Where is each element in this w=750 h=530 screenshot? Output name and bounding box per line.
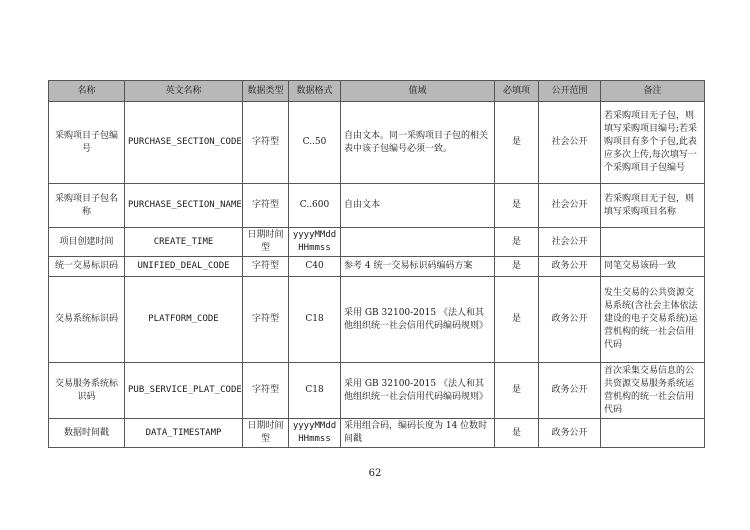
cell-name: 统一交易标识码 <box>49 257 125 277</box>
cell-value-domain <box>341 228 495 257</box>
table-row <box>49 277 705 363</box>
cell-data-type: 字符型 <box>243 257 289 277</box>
cell-required: 是 <box>495 228 539 257</box>
cell-english-name: DATA_TIMESTAMP <box>125 419 243 448</box>
cell-note <box>601 228 705 257</box>
cell-value-domain: 参考 4 统一交易标识码编码方案 <box>341 257 495 277</box>
cell-disclosure-scope: 政务公开 <box>539 419 601 448</box>
header-english-name: 英文名称 <box>125 81 243 102</box>
cell-name: 采购项目子包编号 <box>49 102 125 184</box>
cell-note: 发生交易的公共资源交易系统(含社会主体依法建设的电子交易系统)运营机构的统一社会信用代码 <box>601 277 705 363</box>
cell-disclosure-scope: 社会公开 <box>539 102 601 184</box>
cell-note <box>601 419 705 448</box>
table-row <box>49 184 705 228</box>
cell-english-name: PUB_SERVICE_PLAT_CODE <box>125 363 243 419</box>
cell-data-type: 字符型 <box>243 363 289 419</box>
cell-english-name: PURCHASE_SECTION_NAME <box>125 184 243 228</box>
cell-name: 交易服务系统标识码 <box>49 363 125 419</box>
header-required: 必填项 <box>495 81 539 102</box>
table-row <box>49 419 705 448</box>
header-note: 备注 <box>601 81 705 102</box>
table-header-row <box>49 81 705 102</box>
cell-value-domain: 采用组合码，编码长度为 14 位数时间戳 <box>341 419 495 448</box>
cell-value-domain: 自由文本 <box>341 184 495 228</box>
header-disclosure-scope: 公开范围 <box>539 81 601 102</box>
cell-required: 是 <box>495 184 539 228</box>
cell-data-format: C18 <box>289 363 341 419</box>
cell-name: 项目创建时间 <box>49 228 125 257</box>
cell-required: 是 <box>495 257 539 277</box>
cell-data-type: 日期时间型 <box>243 228 289 257</box>
cell-data-type: 字符型 <box>243 184 289 228</box>
cell-data-format: C..600 <box>289 184 341 228</box>
cell-data-format: C18 <box>289 277 341 363</box>
header-data-format: 数据格式 <box>289 81 341 102</box>
header-name: 名称 <box>49 81 125 102</box>
cell-english-name: CREATE_TIME <box>125 228 243 257</box>
cell-note: 若采购项目无子包，则填写采购项目编号;若采购项目有多个子包,此表应多次上传,每次填写一个采购项目子包编号 <box>601 102 705 184</box>
header-value-domain: 值域 <box>341 81 495 102</box>
table-row <box>49 102 705 184</box>
data-spec-table <box>48 80 705 448</box>
cell-disclosure-scope: 社会公开 <box>539 228 601 257</box>
cell-english-name: PURCHASE_SECTION_CODE <box>125 102 243 184</box>
cell-disclosure-scope: 社会公开 <box>539 184 601 228</box>
cell-value-domain: 采用 GB 32100-2015 《法人和其他组织统一社会信用代码编码规则》 <box>341 363 495 419</box>
cell-name: 交易系统标识码 <box>49 277 125 363</box>
cell-note: 首次采集交易信息的公共资源交易服务系统运营机构的统一社会信用代码 <box>601 363 705 419</box>
cell-english-name: UNIFIED_DEAL_CODE <box>125 257 243 277</box>
cell-disclosure-scope: 政务公开 <box>539 363 601 419</box>
cell-data-type: 日期时间型 <box>243 419 289 448</box>
cell-value-domain: 采用 GB 32100-2015 《法人和其他组织统一社会信用代码编码规则》 <box>341 277 495 363</box>
cell-required: 是 <box>495 102 539 184</box>
cell-note: 同笔交易该码一致 <box>601 257 705 277</box>
cell-name: 数据时间戳 <box>49 419 125 448</box>
table-row <box>49 363 705 419</box>
table-row <box>49 228 705 257</box>
cell-disclosure-scope: 政务公开 <box>539 277 601 363</box>
cell-data-type: 字符型 <box>243 277 289 363</box>
cell-required: 是 <box>495 363 539 419</box>
header-data-type: 数据类型 <box>243 81 289 102</box>
cell-data-format: yyyyMMddHHmmss <box>289 228 341 257</box>
cell-data-format: C40 <box>289 257 341 277</box>
cell-note: 若采购项目无子包，则填写采购项目名称 <box>601 184 705 228</box>
cell-disclosure-scope: 政务公开 <box>539 257 601 277</box>
table-row <box>49 257 705 277</box>
cell-english-name: PLATFORM_CODE <box>125 277 243 363</box>
cell-data-type: 字符型 <box>243 102 289 184</box>
cell-data-format: C..50 <box>289 102 341 184</box>
cell-value-domain: 自由文本。同一采购项目子包的相关表中该子包编号必须一致。 <box>341 102 495 184</box>
cell-required: 是 <box>495 277 539 363</box>
page-number: 62 <box>368 468 382 479</box>
cell-name: 采购项目子包名称 <box>49 184 125 228</box>
cell-data-format: yyyyMMddHHmmss <box>289 419 341 448</box>
cell-required: 是 <box>495 419 539 448</box>
